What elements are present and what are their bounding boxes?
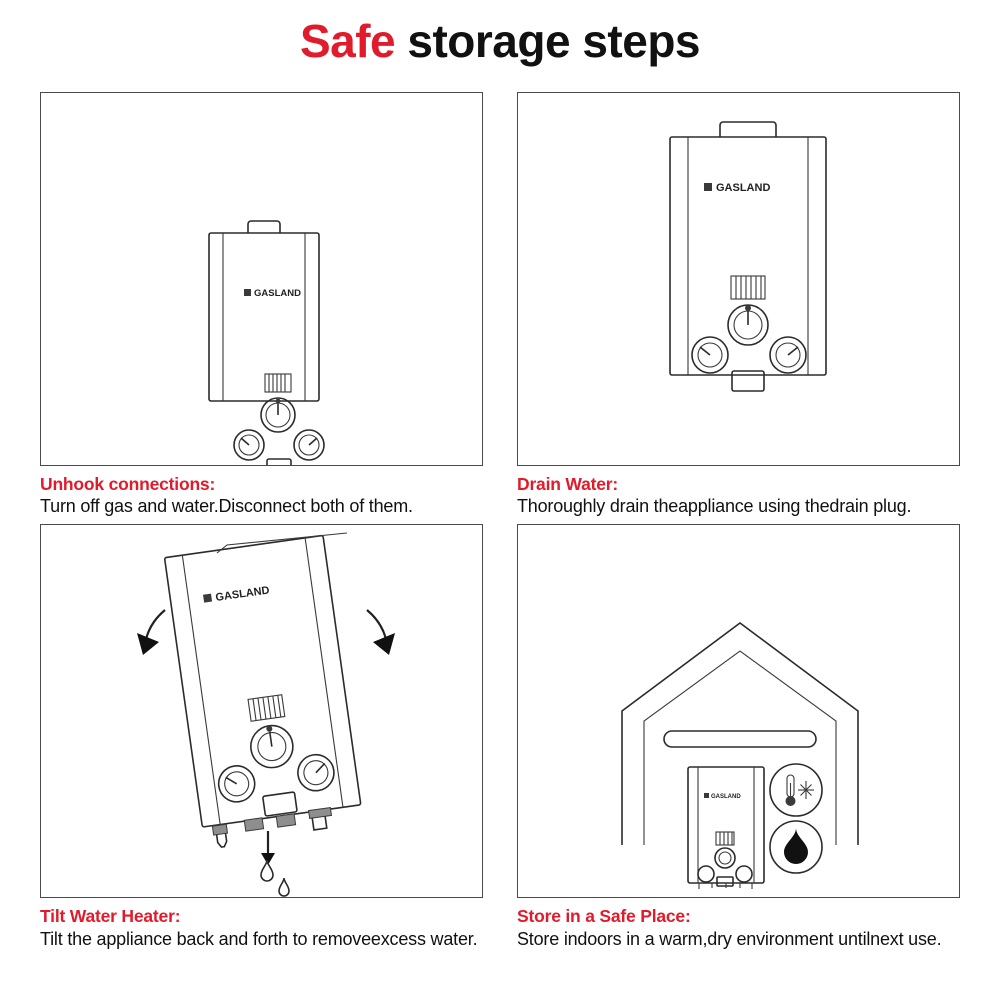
house-storage-icon	[518, 525, 959, 897]
svg-text:GASLAND: GASLAND	[254, 288, 301, 299]
step-body-3: Tilt the appliance back and forth to removeexcess water.	[40, 928, 478, 949]
water-heater-tilted-icon	[41, 525, 482, 897]
page-title-rest: storage steps	[395, 15, 701, 67]
step-heading-2: Drain Water:	[517, 474, 618, 494]
step-heading-1: Unhook connections:	[40, 474, 216, 494]
step-body-2: Thoroughly drain theappliance using thedrain plug.	[517, 496, 912, 517]
illustration-panel-1	[40, 92, 483, 466]
illustration-panel-4	[517, 524, 960, 898]
step-heading-4: Store in a Safe Place:	[517, 906, 691, 927]
step-body-4: Store indoors in a warm,dry environment untilnext use.	[517, 928, 942, 949]
step-card-store-safe-place	[517, 524, 960, 950]
step-card-drain-water	[517, 92, 960, 518]
water-heater-front-view-icon	[41, 93, 482, 465]
svg-text:GASLAND: GASLAND	[716, 182, 771, 194]
step-caption-2	[517, 466, 960, 518]
page-title	[0, 0, 1000, 73]
step-card-tilt-water-heater	[40, 524, 483, 950]
page-title-accent: Safe	[299, 15, 396, 67]
step-card-unhook-connections	[40, 92, 483, 518]
water-heater-draining-icon	[518, 93, 959, 465]
step-caption-1	[40, 466, 483, 518]
svg-text:GASLAND: GASLAND	[711, 794, 741, 801]
step-caption-3	[40, 898, 483, 950]
svg-text:GASLAND: GASLAND	[214, 584, 271, 605]
step-body-1: Turn off gas and water.Disconnect both of them.	[40, 496, 413, 517]
steps-grid	[40, 92, 960, 957]
illustration-panel-3	[40, 524, 483, 898]
step-caption-4	[517, 898, 960, 950]
illustration-panel-2	[517, 92, 960, 466]
step-heading-3: Tilt Water Heater:	[40, 906, 181, 927]
